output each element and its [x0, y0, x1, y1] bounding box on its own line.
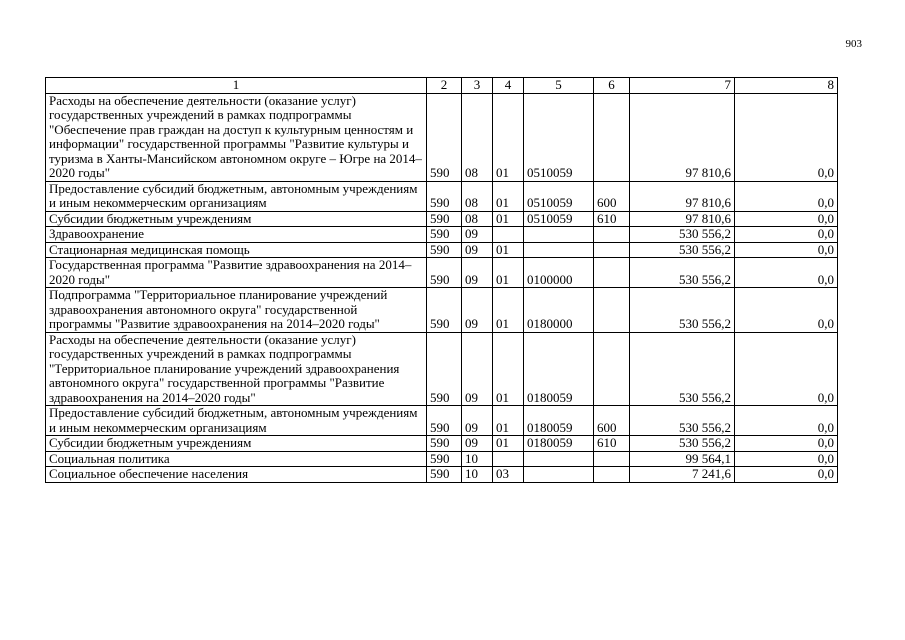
amount-cell: 530 556,2: [630, 242, 735, 258]
subsection-code-cell: 01: [493, 332, 524, 406]
amount-cell: 530 556,2: [630, 406, 735, 436]
item-name-cell: Стационарная медицинская помощь: [46, 242, 427, 258]
expense-type-code-cell: [594, 258, 630, 288]
admin-code-cell: 590: [427, 258, 462, 288]
section-code-cell: 09: [462, 227, 493, 243]
target-item-code-cell: [524, 451, 594, 467]
amount-cell: 530 556,2: [630, 332, 735, 406]
table-row: [46, 258, 838, 288]
subsection-code-cell: 01: [493, 242, 524, 258]
item-name-cell: Подпрограмма "Территориальное планирование учреждений здравоохранения автономного округа" государственной программы "Развитие здравоохранения на 2014–2020 годы": [46, 288, 427, 333]
table-row: [46, 436, 838, 452]
table-row: [46, 406, 838, 436]
expense-type-code-cell: [594, 227, 630, 243]
section-code-cell: 09: [462, 242, 493, 258]
subsection-code-cell: [493, 451, 524, 467]
admin-code-cell: 590: [427, 211, 462, 227]
target-item-code-cell: 0100000: [524, 258, 594, 288]
target-item-code-cell: [524, 242, 594, 258]
admin-code-cell: 590: [427, 451, 462, 467]
item-name-cell: Социальное обеспечение населения: [46, 467, 427, 483]
item-name-cell: Предоставление субсидий бюджетным, автономным учреждениям и иным некоммерческим организациям: [46, 406, 427, 436]
column-header: 4: [493, 78, 524, 94]
target-item-code-cell: 0510059: [524, 93, 594, 181]
subsection-code-cell: 01: [493, 93, 524, 181]
column-header: 8: [735, 78, 838, 94]
target-item-code-cell: 0510059: [524, 181, 594, 211]
amount-cell: 530 556,2: [630, 258, 735, 288]
section-code-cell: 08: [462, 211, 493, 227]
expense-type-code-cell: [594, 451, 630, 467]
column-header: 1: [46, 78, 427, 94]
admin-code-cell: 590: [427, 406, 462, 436]
section-code-cell: 09: [462, 332, 493, 406]
table-row: [46, 451, 838, 467]
column-header: 2: [427, 78, 462, 94]
admin-code-cell: 590: [427, 436, 462, 452]
subsection-code-cell: [493, 227, 524, 243]
target-item-code-cell: 0180059: [524, 406, 594, 436]
amount-2-cell: 0,0: [735, 227, 838, 243]
admin-code-cell: 590: [427, 227, 462, 243]
section-code-cell: 09: [462, 406, 493, 436]
target-item-code-cell: 0180000: [524, 288, 594, 333]
expense-type-code-cell: [594, 332, 630, 406]
amount-cell: 530 556,2: [630, 436, 735, 452]
section-code-cell: 08: [462, 93, 493, 181]
item-name-cell: Расходы на обеспечение деятельности (оказание услуг) государственных учреждений в рамках подпрограммы "Территориальное планирование учреждений здравоохранения автономного округа" государственной программы "Развитие здравоохранения на 2014–2020 годы": [46, 332, 427, 406]
target-item-code-cell: 0180059: [524, 436, 594, 452]
admin-code-cell: 590: [427, 467, 462, 483]
item-name-cell: Государственная программа "Развитие здравоохранения на 2014–2020 годы": [46, 258, 427, 288]
amount-cell: 7 241,6: [630, 467, 735, 483]
column-header: 6: [594, 78, 630, 94]
table-row: [46, 288, 838, 333]
section-code-cell: 10: [462, 451, 493, 467]
admin-code-cell: 590: [427, 93, 462, 181]
section-code-cell: 09: [462, 288, 493, 333]
table-row: [46, 211, 838, 227]
admin-code-cell: 590: [427, 332, 462, 406]
budget-table: [45, 77, 838, 483]
target-item-code-cell: [524, 227, 594, 243]
expense-type-code-cell: [594, 467, 630, 483]
amount-2-cell: 0,0: [735, 93, 838, 181]
subsection-code-cell: 03: [493, 467, 524, 483]
amount-2-cell: 0,0: [735, 332, 838, 406]
expense-type-code-cell: 610: [594, 211, 630, 227]
target-item-code-cell: [524, 467, 594, 483]
amount-2-cell: 0,0: [735, 288, 838, 333]
section-code-cell: 09: [462, 258, 493, 288]
admin-code-cell: 590: [427, 181, 462, 211]
expense-type-code-cell: 600: [594, 181, 630, 211]
amount-cell: 97 810,6: [630, 181, 735, 211]
subsection-code-cell: 01: [493, 288, 524, 333]
section-code-cell: 08: [462, 181, 493, 211]
amount-2-cell: 0,0: [735, 436, 838, 452]
table-row: [46, 332, 838, 406]
item-name-cell: Субсидии бюджетным учреждениям: [46, 211, 427, 227]
subsection-code-cell: 01: [493, 211, 524, 227]
subsection-code-cell: 01: [493, 436, 524, 452]
column-header: 5: [524, 78, 594, 94]
target-item-code-cell: 0180059: [524, 332, 594, 406]
amount-cell: 97 810,6: [630, 93, 735, 181]
table-row: [46, 181, 838, 211]
amount-2-cell: 0,0: [735, 467, 838, 483]
item-name-cell: Социальная политика: [46, 451, 427, 467]
amount-cell: 97 810,6: [630, 211, 735, 227]
target-item-code-cell: 0510059: [524, 211, 594, 227]
table-row: [46, 467, 838, 483]
amount-cell: 99 564,1: [630, 451, 735, 467]
expense-type-code-cell: 610: [594, 436, 630, 452]
amount-2-cell: 0,0: [735, 451, 838, 467]
subsection-code-cell: 01: [493, 406, 524, 436]
amount-2-cell: 0,0: [735, 211, 838, 227]
expense-type-code-cell: 600: [594, 406, 630, 436]
amount-cell: 530 556,2: [630, 227, 735, 243]
page-number: 903: [845, 38, 862, 50]
section-code-cell: 10: [462, 467, 493, 483]
subsection-code-cell: 01: [493, 181, 524, 211]
admin-code-cell: 590: [427, 242, 462, 258]
amount-cell: 530 556,2: [630, 288, 735, 333]
table-header-row: [46, 78, 838, 94]
item-name-cell: Предоставление субсидий бюджетным, автономным учреждениям и иным некоммерческим организациям: [46, 181, 427, 211]
amount-2-cell: 0,0: [735, 181, 838, 211]
amount-2-cell: 0,0: [735, 258, 838, 288]
item-name-cell: Здравоохранение: [46, 227, 427, 243]
expense-type-code-cell: [594, 93, 630, 181]
column-header: 3: [462, 78, 493, 94]
section-code-cell: 09: [462, 436, 493, 452]
column-header: 7: [630, 78, 735, 94]
amount-2-cell: 0,0: [735, 242, 838, 258]
table-row: [46, 227, 838, 243]
table-row: [46, 242, 838, 258]
amount-2-cell: 0,0: [735, 406, 838, 436]
admin-code-cell: 590: [427, 288, 462, 333]
subsection-code-cell: 01: [493, 258, 524, 288]
expense-type-code-cell: [594, 242, 630, 258]
item-name-cell: Субсидии бюджетным учреждениям: [46, 436, 427, 452]
expense-type-code-cell: [594, 288, 630, 333]
item-name-cell: Расходы на обеспечение деятельности (оказание услуг) государственных учреждений в рамках подпрограммы "Обеспечение прав граждан на доступ к культурным ценностям и информации" государственной программы "Развитие культуры и туризма в Ханты-Мансийском автономном округе – Югре на 2014–2020 годы": [46, 93, 427, 181]
table-row: [46, 93, 838, 181]
